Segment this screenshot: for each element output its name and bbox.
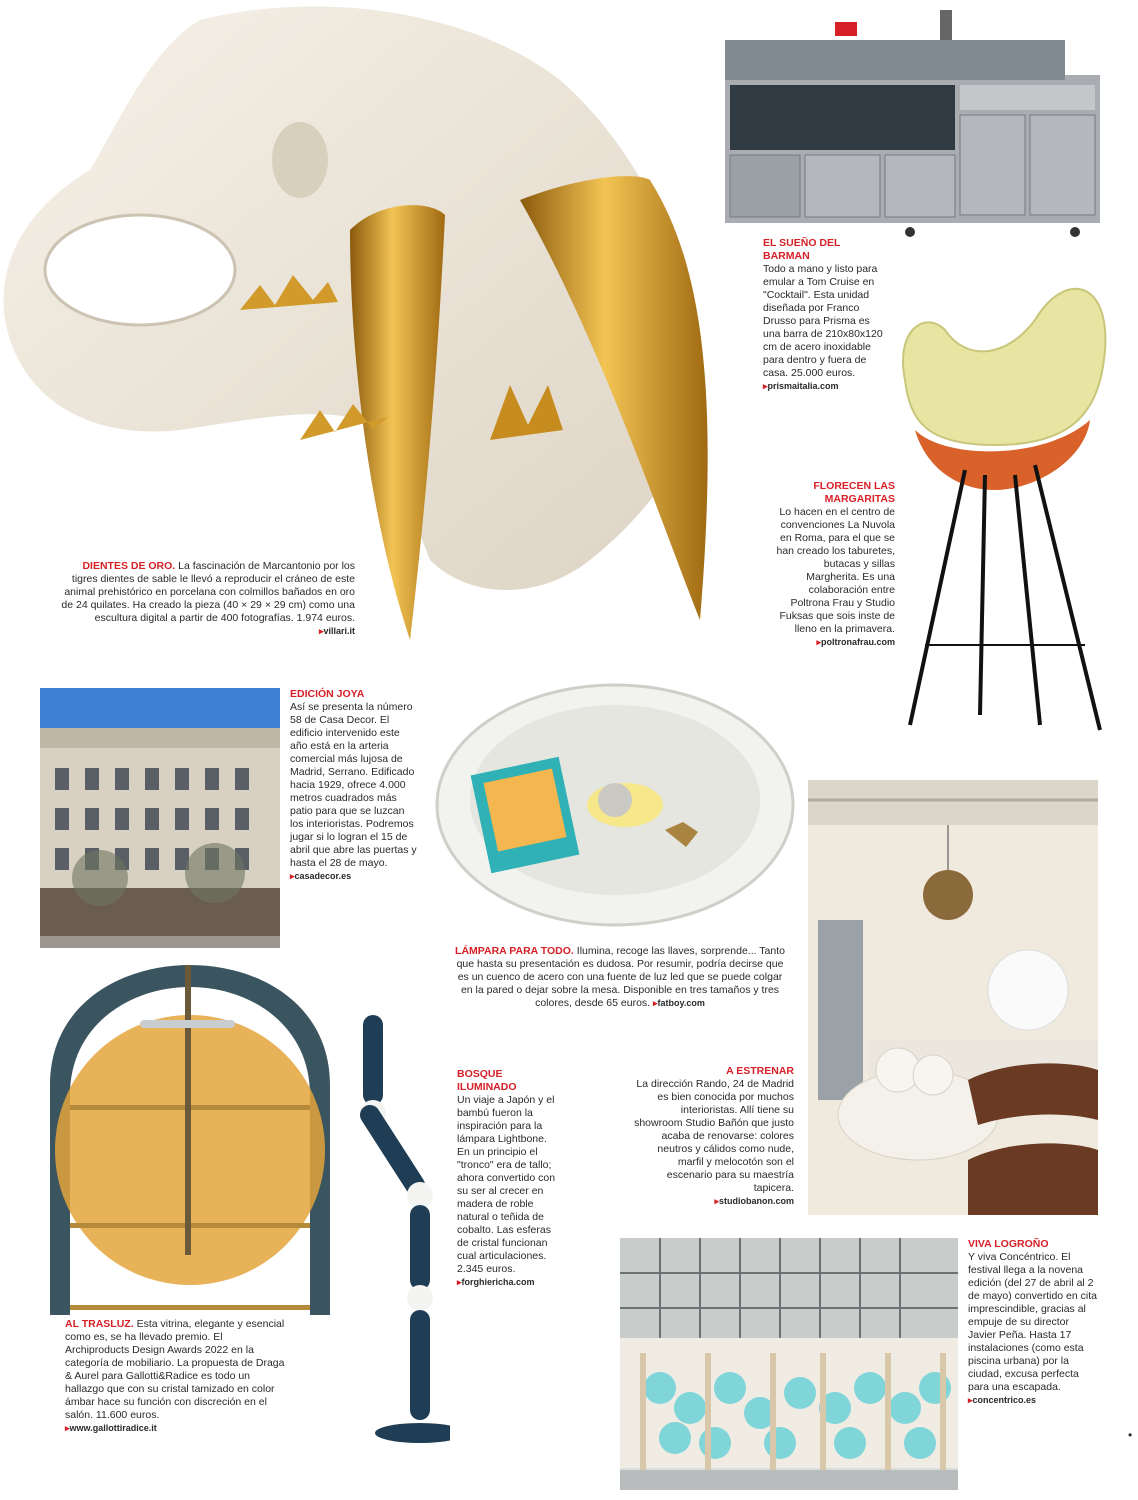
article-traslucir-body: Esta vitrina, elegante y esencial como es, se ha llevado premio. El Archiproducts Design Awards 2022 en la categoría de mobiliario. La propuesta de Draga & Aurel para Gallotti&Radice es todo un hallazgo que con su cristal tamizado en color ámbar hace su función con discreción en el salón. 11.600 euros. <box>65 1318 285 1421</box>
article-lampara-title: LÁMPARA PARA TODO. <box>455 945 574 957</box>
article-barman-body: Todo a mano y listo para emular a Tom Cruise en "Cocktail". Esta unidad diseñada por Franco Drusso para Prisma es una barra de 210x80x120 cm de acero inoxidable para dentro y fuera de casa. 25.000 euros. <box>763 263 883 379</box>
article-logrono-title: VIVA LOGROÑO <box>968 1238 1049 1250</box>
article-lampara <box>455 945 785 1010</box>
article-margaritas-title: FLORECEN LAS MARGARITAS <box>813 480 895 505</box>
article-logrono <box>968 1238 1098 1407</box>
article-barman-source: ▸ prismaitalia.com <box>763 380 883 393</box>
article-edicion-source: ▸ casadecor.es <box>290 870 420 883</box>
article-bosque-title: BOSQUE ILUMINADO <box>457 1068 517 1093</box>
article-barman-title: EL SUEÑO DEL BARMAN <box>763 237 841 262</box>
amber-cabinet-image <box>40 965 340 1315</box>
article-margaritas <box>770 480 895 649</box>
lightbone-lamp-image <box>355 1015 450 1445</box>
pool-installation-image <box>620 1238 958 1490</box>
article-edicion-title: EDICIÓN JOYA <box>290 688 365 700</box>
article-traslucir <box>65 1318 285 1435</box>
article-bosque-source: ▸ forghiericha.com <box>457 1276 562 1289</box>
saber-tooth-skull-image <box>0 0 740 650</box>
steel-bar-image <box>725 10 1100 238</box>
article-barman <box>763 237 883 393</box>
article-bosque <box>457 1068 562 1289</box>
article-logrono-source: ▸ concentrico.es <box>968 1394 1098 1407</box>
article-dientes-body: La fascinación de Marcantonio por los tigres dientes de sable le llevó a reproducir el cráneo de este animal prehistórico en porcelana con colmillos bañados en oro de 24 quilates. Ha creado la pieza (40 × 29 × 29 cm) como una escultura digital a partir de 400 fotografías. 1.974 euros. <box>61 560 355 624</box>
article-dientes-source: ▸ villari.it <box>55 625 355 638</box>
article-traslucir-title: AL TRASLUZ. <box>65 1318 134 1330</box>
article-lampara-source: ▸ fatboy.com <box>653 998 705 1008</box>
article-estrenar-title: A ESTRENAR <box>726 1065 794 1077</box>
article-margaritas-source: ▸ poltronafrau.com <box>770 636 895 649</box>
showroom-interior-image <box>808 780 1098 1215</box>
article-dientes <box>55 560 355 638</box>
article-edicion-body: Así se presenta la número 58 de Casa Decor. El edificio intervenido este año está en la arteria comercial más lujosa de Madrid, Serrano. Edificado hacia 1929, ofrece 4.000 metros cuadrados más patio para que se luzcan los interioristas. Podremos jugar si lo logran el 15 de abril que abre las puertas y hasta el 28 de mayo. <box>290 701 417 869</box>
article-bosque-body: Un viaje a Japón y el bambú fueron la inspiración para la lámpara Lightbone. En un principio el "tronco" era de tallo; ahora convertido con su ser al crecer en madera de roble natural o teñida de cobalto. Las esferas de cristal funcionan cual articulaciones. 2.345 euros. <box>457 1094 556 1275</box>
article-lampara-body: Ilumina, recoge las llaves, sorprende... Tanto que hasta su presentación es dudosa. Por resumir, podría decirse que es un cuenco de acero con una fuente de luz led que se puede colgar en la pared o dejar sobre la mesa. Disponible en tres tamaños y tres colores, desde 65 euros. <box>456 945 785 1009</box>
article-logrono-body: Y viva Concéntrico. El festival llega a la novena edición (del 27 de abril al 2 de mayo) convertido en cita imprescindible, gracias al empuje de su director Javier Peña. Hasta 17 instalaciones (como esta piscina urbana) por la ciudad, excusa perfecta para una escapada. <box>968 1251 1097 1393</box>
article-traslucir-source: ▸ www.gallottiradice.it <box>65 1422 285 1435</box>
article-estrenar <box>632 1065 794 1208</box>
bowl-lamp-image <box>435 680 795 940</box>
article-margaritas-body: Lo hacen en el centro de convenciones La Nuvola en Roma, para el que se han creado los taburetes, butacas y sillas Margherita. Es una colaboración entre Poltrona Frau y Studio Fuksas que sois inste de lleno en la primavera. <box>776 506 895 635</box>
article-edicion <box>290 688 420 883</box>
article-dientes-title: DIENTES DE ORO. <box>82 560 176 572</box>
article-estrenar-body: La dirección Rando, 24 de Madrid es bien conocida por muchos interioristas. Allí tiene su showroom Studio Bañón que justo acaba de renovarse: colores neutros y cálidos como nude, marfil y melocotón son el escenario para su maestría tapicera. <box>634 1078 794 1194</box>
casa-decor-building-image <box>40 688 280 948</box>
margherita-stool-image <box>885 260 1110 740</box>
page-marker: • <box>1128 1428 1133 1442</box>
article-estrenar-source: ▸ studiobanon.com <box>632 1195 794 1208</box>
